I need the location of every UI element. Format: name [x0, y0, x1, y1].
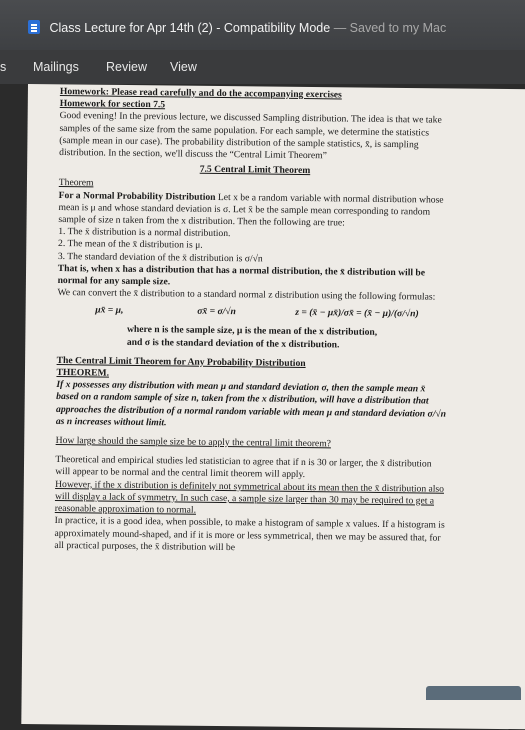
formula-z: z = (x̄ − μx̄)/σx̄ = (x̄ − μ)/(σ/√n) [295, 307, 419, 320]
tab-edge[interactable]: s [0, 60, 7, 74]
where-line-1: where n is the sample size, μ is the mean of the x distribution, [126, 324, 378, 339]
title-separator: - [216, 21, 221, 35]
answer-paragraph-2: However, if the x distribution is definitely not symmetrical about its mean then the x̄ distribution also will display a lack of symmetry. In such case, a sample size larger than 30 may be required to get a reasonable approximation to normal. [54, 478, 445, 516]
homework-section: Homework for section 7.5 [59, 98, 166, 111]
document-title: Class Lecture for Apr 14th (2) [49, 21, 213, 35]
homework-line: Homework: Please read carefully and do the accompanying exercises [59, 86, 342, 101]
title-bar [0, 0, 525, 50]
theorem-label: Theorem [58, 177, 94, 189]
theorem-text: Let x be a random variable with normal distribution whose mean is μ and whose standard deviation is σ. Let x̄ be the sample mean corresponding to random sample of size n taken from the x distribution. Then the following are true: [58, 191, 444, 229]
formula-row [57, 299, 449, 328]
compatibility-mode-label: Compatibility Mode [223, 21, 331, 35]
list-item: 1. The x̄ distribution is a normal distribution. [58, 226, 231, 240]
answer-paragraph-3: In practice, it is a good idea, when possible, to make a histogram of sample x values. If a histogram is approximately mound-shaped, and if it is more or less symmetrical, then we may be assured that, for all practical purposes, the x̄ distribution will be [54, 515, 445, 553]
word-document-icon [28, 20, 40, 34]
list-item: 2. The mean of the x̄ distribution is μ. [58, 238, 203, 252]
focus-button[interactable] [426, 686, 521, 700]
clt-label: THEOREM. [56, 367, 110, 379]
where-line-2: and σ is the standard deviation of the x distribution. [126, 336, 340, 351]
tab-review[interactable]: Review [106, 60, 147, 74]
section-title: 7.5 Central Limit Theorem [199, 163, 311, 177]
convert-text: We can convert the x̄ distribution to a standard normal z distribution using the following formulas: [57, 287, 436, 303]
theorem-paragraph [58, 190, 450, 231]
intro-paragraph: Good evening! In the previous lecture, we discussed Sampling distribution. The idea is that we take samples of the same size from the same population. For each sample, we determine the statistics (sample mean in our case). The probability distribution of the sample statistics, x̄, is sampling distribution. In the section, we'll discuss the “Central Limit Theorem” [59, 110, 442, 162]
formula-mean: μx̄ = μ, [95, 304, 124, 317]
question-line: How large should the sample size be to apply the central limit theorem? [55, 435, 332, 450]
tab-view[interactable]: View [170, 60, 197, 74]
answer-paragraph-1: Theoretical and empirical studies led statistician to agree that if n is 30 or larger, the x̄ distribution will appear to be normal and the central limit theorem will apply. [55, 454, 432, 481]
tab-mailings[interactable]: Mailings [33, 60, 79, 74]
list-item: 3. The standard deviation of the x̄ distribution is σ/√n [57, 250, 263, 265]
formula-std: σx̄ = σ/√n [197, 306, 236, 318]
clt-text: If x possesses any distribution with mean μ and standard deviation σ, then the sample mean x̄ based on a random sample of size n, taken from the x distribution, will have a distribution that approaches the distribution of a normal random variable with mean μ and standard deviation σ/√n as n increases without limit. [55, 379, 447, 429]
window-title [28, 20, 446, 35]
theorem-lead: For a Normal Probability Distribution [58, 189, 216, 203]
bold-note: That is, when x has a distribution that has a normal distribution, the x̄ distribution will be normal for any sample size. [57, 262, 426, 288]
saved-status: — Saved to my Mac [333, 21, 447, 35]
clt-title: The Central Limit Theorem for Any Probability Distribution [56, 354, 306, 369]
ribbon-tabs [0, 50, 525, 84]
document-body[interactable] [54, 86, 452, 557]
